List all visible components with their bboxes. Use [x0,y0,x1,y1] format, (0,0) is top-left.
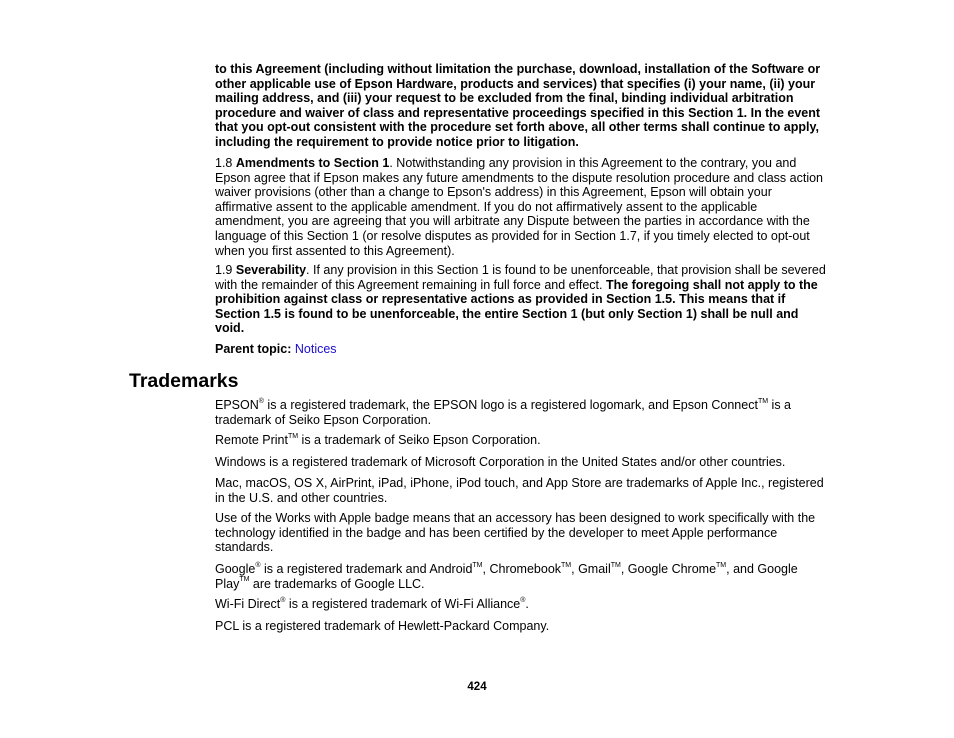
trademark-mark: TM [716,561,727,569]
trademark-mark: TM [287,432,299,440]
google-text-c: , Chromebook [482,562,562,576]
epson-text-c: is a trademark of Seiko Epson Corporation. [215,398,791,427]
google-text-e: , Google Chrome [620,562,717,576]
epson-trademark-paragraph [215,398,827,427]
section-1-8-heading: Amendments to Section 1 [235,156,390,170]
epson-text-b: is a registered trademark, the EPSON logo is a registered logomark, and Epson Connect [263,398,758,412]
section-1-8-paragraph [215,156,827,258]
google-trademark-paragraph [215,562,827,591]
trademark-mark: TM [472,561,483,569]
section-1-9-body: . If any provision in this Section 1 is found to be unenforceable, that provision shall be severed with the remainder of this Agreement remaining in full force and effect. [215,263,826,292]
works-with-apple-paragraph: Use of the Works with Apple badge means that an accessory has been designed to work specifically with the technology identified in the badge and has been certified by the developer to meet Apple performance standards. [215,511,816,555]
google-text-a: Google [215,562,256,576]
pcl-trademark-paragraph: PCL is a registered trademark of Hewlett-Packard Company. [215,619,550,633]
trademark-mark: TM [757,397,769,405]
google-text-f: , and Google Play [215,562,798,591]
wifi-text-b: is a registered trademark of Wi-Fi Alliance [285,597,521,611]
notices-link[interactable]: Notices [294,342,337,356]
section-1-9-heading: Severability [235,263,307,277]
section-1-9-bold-tail: The foregoing shall not apply to the prohibition against class or representative actions as provided in Section 1.5. This means that if Section 1.5 is found to be unenforceable, the entire Section 1 (but only Section 1) shall be null and void. [215,277,818,336]
registered-mark: ® [280,596,286,604]
wifi-trademark-paragraph [215,597,827,612]
section-1-9-number: 1.9 [215,263,236,277]
parent-topic [215,342,827,357]
wifi-text-c: . [525,597,529,611]
trademark-mark: TM [610,561,621,569]
registered-mark: ® [520,596,526,604]
parent-topic-label: Parent topic: [215,342,295,356]
remote-text-a: Remote Print [215,433,288,447]
google-text-d: , Gmail [571,562,611,576]
wifi-text-a: Wi-Fi Direct [215,597,281,611]
section-1-9-paragraph [215,263,827,336]
epson-text-a: EPSON [215,398,259,412]
remote-text-b: is a trademark of Seiko Epson Corporation. [298,433,541,447]
trademark-mark: TM [561,561,572,569]
trademarks-heading: Trademarks [129,370,239,392]
registered-mark: ® [255,561,261,569]
intro-paragraph: to this Agreement (including without limitation the purchase, download, installation of the Software or other applicable use of Epson Hardware, products and services) that specifies (i) your name, (ii) your mailing address, and (iii) your request to be excluded from the final, binding individual arbitration procedure and waiver of class and representative proceedings specified in this Section 1. In the event that you opt-out consistent with the procedure set forth above, all other terms shall continue to apply, including the requirement to provide notice prior to litigation. [215,62,821,149]
google-text-g: are trademarks of Google LLC. [249,576,425,591]
section-1-8-body: . Notwithstanding any provision in this Agreement to the contrary, you and Epson agree that if Epson makes any future amendments to the dispute resolution procedure and class action waiver provisions (other than a change to Epson's address) in this Agreement, Epson will obtain your affirmative assent to the applicable amendment. If you do not affirmatively assent to the applicable amendment, you are agreeing that you will arbitrate any Dispute between the parties in accordance with the language of this Section 1 (or resolve disputes as provided for in Section 1.7, if you timely elected to opt-out when you first assented to this Agreement). [215,156,824,258]
page-number: 424 [467,681,487,693]
remote-print-paragraph [215,433,827,448]
apple-trademark-paragraph: Mac, macOS, OS X, AirPrint, iPad, iPhone, iPod touch, and App Store are trademarks of Apple Inc., registered in the U.S. and other countries. [215,476,824,505]
registered-mark: ® [258,397,264,405]
google-text-b: is a registered trademark and Android [260,562,473,576]
section-1-8-number: 1.8 [215,156,236,170]
windows-trademark-paragraph: Windows is a registered trademark of Microsoft Corporation in the United States and/or other countries. [215,455,786,469]
trademark-mark: TM [239,576,250,584]
